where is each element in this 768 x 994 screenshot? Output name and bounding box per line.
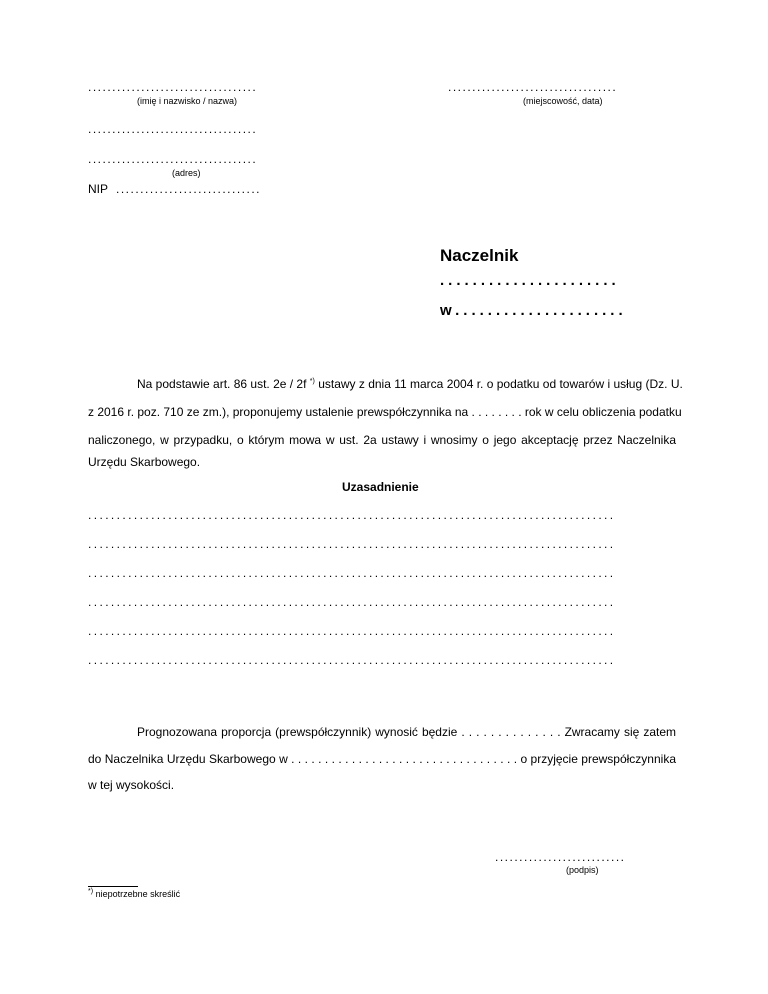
nip-label: NIP: [88, 182, 109, 196]
name-field-label: (imię i nazwisko / nazwa): [137, 96, 238, 106]
signature-label: (podpis): [566, 865, 599, 875]
request-line-4: Urzędu Skarbowego.: [88, 455, 201, 469]
forecast-line-3: w tej wysokości.: [88, 778, 175, 792]
addressee-title: Naczelnik: [440, 246, 519, 265]
request-line-1: [137, 377, 683, 391]
footnote-divider: [88, 886, 138, 887]
nip-field-dots[interactable]: ..............................: [116, 182, 262, 196]
address-field-dots-2[interactable]: ...................................: [88, 152, 258, 166]
justification-line[interactable]: ............................................................................................: [88, 624, 616, 638]
addressee-w-prefix: w: [440, 302, 456, 319]
footnote-mark: *): [88, 888, 94, 895]
addressee-location-line[interactable]: [440, 302, 627, 319]
footnote-text: niepotrzebne skreślić: [95, 889, 181, 899]
address-field-dots-1[interactable]: ...................................: [88, 122, 258, 136]
forecast-line-2: do Naczelnika Urzędu Skarbowego w . . . . . . . . . . . . . . . . . . . . . . . . . . . . . . . . . . o przyjęcie prewspółczynnika: [88, 752, 676, 766]
place-date-field-label: (miejscowość, data): [523, 96, 603, 106]
request-line-1-start: Na podstawie art. 86 ust. 2e / 2f: [137, 377, 307, 391]
justification-line[interactable]: ............................................................................................: [88, 537, 616, 551]
request-line-2: z 2016 r. poz. 710 ze zm.), proponujemy ustalenie prewspółczynnika na . . . . . . . . rok w celu obliczenia podatku: [88, 405, 682, 419]
place-date-field-dots[interactable]: ...................................: [448, 80, 618, 94]
footnote-marker: *): [309, 378, 315, 385]
justification-line[interactable]: ............................................................................................: [88, 653, 616, 667]
address-field-label: (adres): [172, 168, 201, 178]
justification-heading: Uzasadnienie: [342, 480, 419, 494]
footnote: [88, 889, 180, 899]
request-line-3: naliczonego, w przypadku, o którym mowa w ust. 2a ustawy i wnosimy o jego akceptację przez Naczelnika: [88, 433, 676, 447]
forecast-line-1: Prognozowana proporcja (prewspółczynnik) wynosić będzie . . . . . . . . . . . . . . Zwracamy się zatem: [137, 725, 676, 739]
signature-dots[interactable]: ...........................: [495, 850, 626, 864]
addressee-location-dots[interactable]: .....................: [455, 302, 627, 319]
name-field-dots[interactable]: ...................................: [88, 80, 258, 94]
justification-line[interactable]: ............................................................................................: [88, 566, 616, 580]
justification-line[interactable]: ............................................................................................: [88, 508, 616, 522]
request-line-1-end: ustawy z dnia 11 marca 2004 r. o podatku od towarów i usług (Dz. U.: [318, 377, 683, 391]
justification-line[interactable]: ............................................................................................: [88, 595, 616, 609]
addressee-office-dots[interactable]: ......................: [440, 272, 620, 289]
